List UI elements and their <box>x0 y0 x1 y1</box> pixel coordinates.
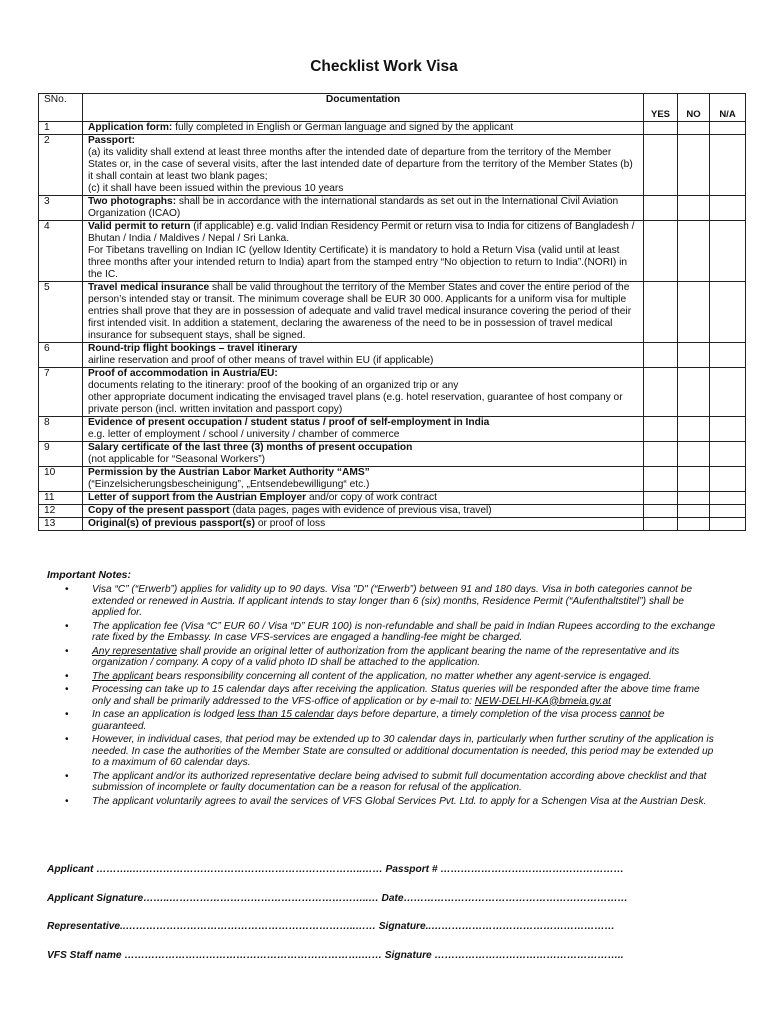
row-documentation <box>83 196 644 221</box>
note-underlined-text: cannot <box>619 709 651 720</box>
row-title: Permission by the Austrian Labor Market Authority “AMS” <box>88 467 370 478</box>
row-documentation <box>83 122 644 135</box>
row-title: Travel medical insurance <box>88 282 210 293</box>
header-yes: YES <box>644 94 678 122</box>
checkbox-na[interactable] <box>710 505 746 518</box>
note-text: In case an application is lodged <box>92 709 237 720</box>
row-title: Application form: <box>88 122 173 133</box>
row-description: (if applicable) e.g. valid Indian Residency Permit or return visa to India for citizens of Bangladesh / Bhutan / India / Maldives / Nepal / Sri Lanka. <box>88 221 635 244</box>
row-number: 5 <box>39 282 83 343</box>
bullet-icon: • <box>65 770 69 782</box>
table-row <box>39 282 746 343</box>
signature-line: Applicant ………..…………………………………………………………..…… Passport # ……………………………………………… <box>47 864 624 875</box>
note-item <box>47 684 717 707</box>
row-title: Valid permit to return <box>88 221 191 232</box>
row-description: (a) its validity shall extend at least three months after the intended date of departure from the territory of the Member States or, in the case of several visits, after the last intended date of departure from the territory of the Member States (b) it shall contain at least two blank pages; <box>88 147 633 182</box>
table-row <box>39 505 746 518</box>
note-item <box>47 734 717 769</box>
table-row <box>39 467 746 492</box>
checkbox-no[interactable] <box>678 343 710 368</box>
checkbox-yes[interactable] <box>644 518 678 531</box>
checkbox-yes[interactable] <box>644 135 678 196</box>
note-text: The application fee (Visa “C” EUR 60 / Visa “D” EUR 100) is non-refundable and shall be paid in Indian Rupees according to the exchange rate fixed by the Embassy. In case VFS-services are engaged a handling-fee might be charged. <box>92 620 716 643</box>
row-title: Two photographs: <box>88 196 177 207</box>
bullet-icon: • <box>65 734 69 745</box>
row-description: airline reservation and proof of other means of travel within EU (if applicable) <box>88 355 434 366</box>
row-description: (not applicable for “Seasonal Workers”) <box>88 454 266 465</box>
row-number: 3 <box>39 196 83 221</box>
checkbox-no[interactable] <box>678 135 710 196</box>
row-number: 11 <box>39 492 83 505</box>
checkbox-yes[interactable] <box>644 282 678 343</box>
header-no: NO <box>678 94 710 122</box>
row-number: 2 <box>39 135 83 196</box>
checkbox-na[interactable] <box>710 122 746 135</box>
table-row <box>39 122 746 135</box>
row-documentation <box>83 221 644 282</box>
table-row <box>39 368 746 417</box>
bullet-icon: • <box>65 670 69 682</box>
important-notes-list <box>47 584 717 809</box>
signature-section <box>47 864 747 978</box>
note-item <box>47 796 717 808</box>
note-text: bears responsibility concerning all content of the application, no matter whether any agent-service is engaged. <box>153 670 652 682</box>
row-documentation <box>83 135 644 196</box>
checkbox-na[interactable] <box>710 282 746 343</box>
checkbox-na[interactable] <box>710 221 746 282</box>
checkbox-yes[interactable] <box>644 221 678 282</box>
bullet-icon: • <box>65 620 69 632</box>
bullet-icon: • <box>65 684 69 695</box>
checkbox-yes[interactable] <box>644 122 678 135</box>
header-documentation: Documentation <box>83 94 644 122</box>
checkbox-yes[interactable] <box>644 196 678 221</box>
checkbox-no[interactable] <box>678 467 710 492</box>
checkbox-no[interactable] <box>678 282 710 343</box>
row-documentation <box>83 417 644 442</box>
note-underlined-text: NEW-DELHI-KA@bmeia.gv.at <box>474 695 612 707</box>
checkbox-no[interactable] <box>678 368 710 417</box>
row-title: Evidence of present occupation / student status / proof of self-employment in India <box>88 417 490 428</box>
row-number: 7 <box>39 368 83 417</box>
checkbox-yes[interactable] <box>644 368 678 417</box>
header-na: N/A <box>710 94 746 122</box>
row-documentation <box>83 518 644 531</box>
row-description: For Tibetans travelling on Indian IC (yellow Identity Certificate) it is mandatory to hold a Return Visa (valid until at least three months after your intended return to India) apart from the stamped entry “No objection to return to India”.(NORI) in the IC. <box>88 245 628 280</box>
checklist-table <box>38 93 746 531</box>
note-text: Processing can take up to 15 calendar days after receiving the application. Status queries will be responded after the above time frame only and shall be primarily addressed to the VFS-office of application or by e-mail to: <box>92 684 700 707</box>
checkbox-yes[interactable] <box>644 467 678 492</box>
row-documentation <box>83 467 644 492</box>
checkbox-no[interactable] <box>678 442 710 467</box>
checkbox-no[interactable] <box>678 196 710 221</box>
note-text: be guaranteed. <box>92 709 665 732</box>
checkbox-no[interactable] <box>678 221 710 282</box>
table-row <box>39 343 746 368</box>
checkbox-yes[interactable] <box>644 417 678 442</box>
row-number: 9 <box>39 442 83 467</box>
bullet-icon: • <box>65 795 69 807</box>
row-description: (“Einzelsicherungsbescheinigung”, „Entsendebewilligung“ etc.) <box>88 479 370 490</box>
checkbox-na[interactable] <box>710 343 746 368</box>
checkbox-na[interactable] <box>710 196 746 221</box>
note-text: shall provide an original letter of authorization from the applicant bearing the name of the representative and its organization / company. A copy of a valid photo ID shall be attached to the application. <box>92 645 680 668</box>
row-description: (c) it shall have been issued within the previous 10 years <box>88 183 344 194</box>
signature-line: Applicant Signature……..…………………………………………………..… Date………………………………………………………… <box>47 892 628 904</box>
note-text: Visa “C” (“Erwerb”) applies for validity up to 90 days. Visa "D" (“Erwerb”) between 91 and 180 days. Visa in both categories cannot be extended or renewed in Austria. If applicant intends to stay longer than 6 (six) months, Residence Permit (“Aufenthaltstitel”) shall be applied for. <box>92 584 693 618</box>
table-row <box>39 492 746 505</box>
note-underlined-text: Any representative <box>92 645 177 657</box>
table-row <box>39 221 746 282</box>
checkbox-yes[interactable] <box>644 505 678 518</box>
checkbox-no[interactable] <box>678 492 710 505</box>
row-number: 6 <box>39 343 83 368</box>
row-title: Salary certificate of the last three (3) months of present occupation <box>88 442 413 453</box>
row-title: Round-trip flight bookings – travel itinerary <box>88 343 298 354</box>
row-title: Passport: <box>88 135 135 146</box>
row-documentation <box>83 343 644 368</box>
row-description: other appropriate document indicating the envisaged travel plans (e.g. hotel reservation, guarantee of host company or private person (incl. written invitation and passport copy) <box>88 392 623 415</box>
checkbox-na[interactable] <box>710 417 746 442</box>
note-text: The applicant and/or its authorized representative declare being advised to submit full documentation according above checklist and that submission of incomplete or faulty documentation can be a reason for refusal of the application. <box>92 770 707 793</box>
table-header-row <box>39 94 746 122</box>
note-text: days before departure, a timely completion of the visa process <box>333 709 620 720</box>
row-description: fully completed in English or German language and signed by the applicant <box>172 122 514 133</box>
row-number: 12 <box>39 505 83 518</box>
bullet-icon: • <box>65 709 69 720</box>
table-row <box>39 518 746 531</box>
note-item <box>47 646 717 669</box>
checkbox-na[interactable] <box>710 518 746 531</box>
page-title: Checklist Work Visa <box>310 58 458 75</box>
note-underlined-text: The applicant <box>92 670 154 682</box>
row-documentation <box>83 505 644 518</box>
row-documentation <box>83 282 644 343</box>
row-description: documents relating to the itinerary: proof of the booking of an organized trip or any <box>88 380 459 391</box>
checkbox-no[interactable] <box>678 417 710 442</box>
row-documentation <box>83 492 644 505</box>
row-title: Letter of support from the Austrian Employer <box>88 492 307 503</box>
checkbox-yes[interactable] <box>644 343 678 368</box>
row-description: shall be valid throughout the territory of the Member States and cover the entire period of the person’s intended stay or transit. The minimum coverage shall be EUR 30 000. Applicants for a uniform visa for multiple entries shall prove that they are in possession of adequate and valid travel medical insurance covering the period of their first intended visit. In addition a statement, declaring the awareness of the need to be in possession of travel medical insurance for subsequent stays, shall be signed. <box>88 282 632 341</box>
row-description: e.g. letter of employment / school / university / chamber of commerce <box>88 429 400 440</box>
table-row <box>39 417 746 442</box>
row-number: 8 <box>39 417 83 442</box>
checkbox-na[interactable] <box>710 467 746 492</box>
bullet-icon: • <box>65 584 69 595</box>
signature-line: VFS Staff name …………………………………………………………….…… Signature ……………………………………………….. <box>47 949 624 961</box>
note-item <box>47 771 717 794</box>
note-item <box>47 584 717 619</box>
row-description: (data pages, pages with evidence of previous visa, travel) <box>229 505 492 516</box>
note-text: However, in individual cases, that period may be extended up to 30 calendar days in, particularly when further scrutiny of the application is needed. In case the authorities of the Member State are consulted or additional documentation is needed, this period may be extended up to a maximum of 60 calendar days. <box>92 734 714 768</box>
note-text: The applicant voluntarily agrees to avail the services of VFS Global Services Pvt. Ltd. to apply for a Schengen Visa at the Austrian Desk. <box>92 795 707 807</box>
row-title: Copy of the present passport <box>88 505 230 516</box>
row-documentation <box>83 368 644 417</box>
checkbox-no[interactable] <box>678 122 710 135</box>
checkbox-na[interactable] <box>710 135 746 196</box>
row-description: and/or copy of work contract <box>306 492 437 503</box>
checkbox-no[interactable] <box>678 518 710 531</box>
signature-line: Representative..…………………………………………………………..…… Signature..……………………………………………… <box>47 921 615 932</box>
row-number: 10 <box>39 467 83 492</box>
row-title: Original(s) of previous passport(s) <box>88 518 255 529</box>
checkbox-yes[interactable] <box>644 492 678 505</box>
table-row <box>39 135 746 196</box>
row-description: shall be in accordance with the international standards as set out in the International Civil Aviation Organization (ICAO) <box>88 196 619 219</box>
checkbox-no[interactable] <box>678 505 710 518</box>
row-number: 4 <box>39 221 83 282</box>
header-sno: SNo. <box>39 94 83 122</box>
table-row <box>39 196 746 221</box>
checkbox-na[interactable] <box>710 492 746 505</box>
note-underlined-text: less than 15 calendar <box>237 709 334 720</box>
checkbox-na[interactable] <box>710 368 746 417</box>
checkbox-yes[interactable] <box>644 442 678 467</box>
row-title: Proof of accommodation in Austria/EU: <box>88 368 278 379</box>
row-number: 13 <box>39 518 83 531</box>
row-number: 1 <box>39 122 83 135</box>
table-row <box>39 442 746 467</box>
note-item <box>47 709 717 732</box>
note-item <box>47 671 717 683</box>
row-description: or proof of loss <box>255 518 326 529</box>
row-documentation <box>83 442 644 467</box>
important-notes-heading: Important Notes: <box>47 569 131 581</box>
bullet-icon: • <box>65 645 69 657</box>
checkbox-na[interactable] <box>710 442 746 467</box>
note-item <box>47 621 717 644</box>
